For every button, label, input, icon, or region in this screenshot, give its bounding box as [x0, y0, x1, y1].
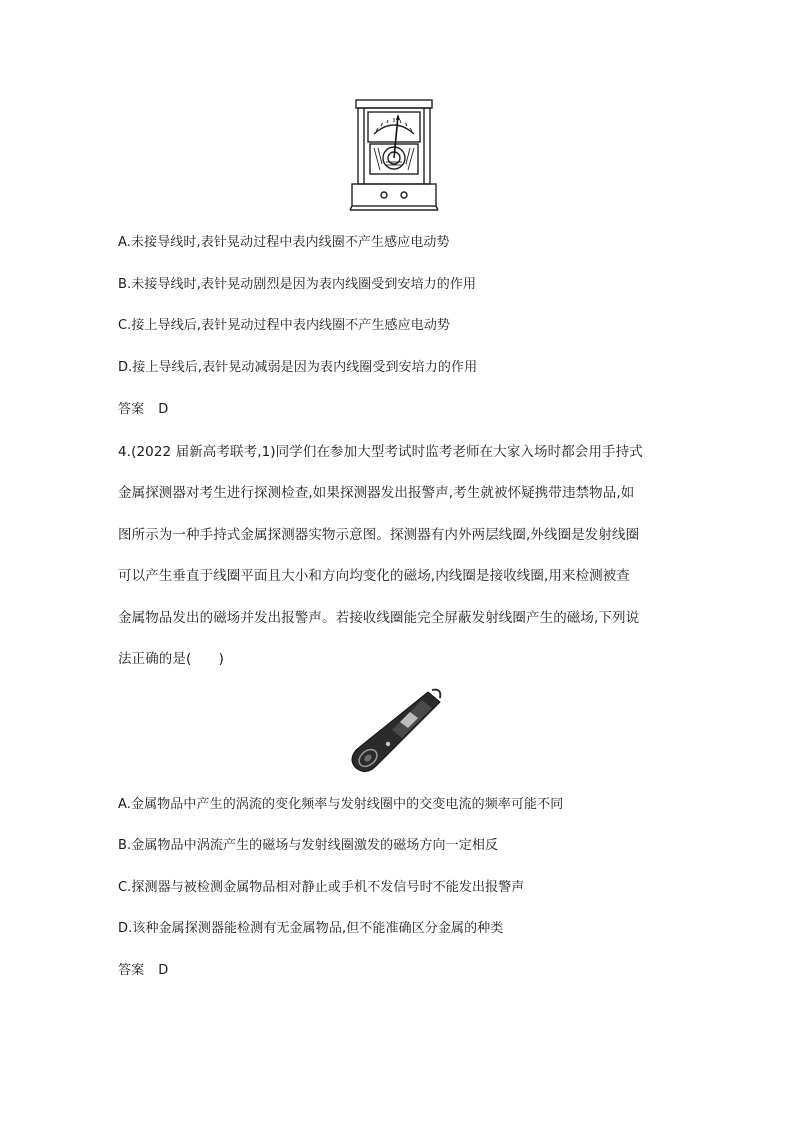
galvanometer-figure — [348, 98, 440, 216]
q4-option-a: A.金属物品中产生的涡流的变化频率与发射线圈中的交变电流的频率可能不同 — [118, 797, 564, 812]
q3-answer-value: D — [158, 402, 169, 417]
q3-option-a: A.未接导线时,表针晃动过程中表内线圈不产生感应电动势 — [118, 235, 450, 250]
q3-answer — [118, 402, 168, 418]
q4-stem-line-3: 图所示为一种手持式金属探测器实物示意图。探测器有内外两层线圈,外线圈是发射线圈 — [118, 527, 640, 543]
q4-option-b: B.金属物品中涡流产生的磁场与发射线圈激发的磁场方向一定相反 — [118, 838, 499, 853]
q4-stem-line-4: 可以产生垂直于线圈平面且大小和方向均变化的磁场,内线圈是接收线圈,用来检测被查 — [118, 568, 630, 584]
q4-stem-line-2: 金属探测器对考生进行探测检查,如果探测器发出报警声,考生就被怀疑携带违禁物品,如 — [118, 485, 635, 501]
q4-stem-line-6: 法正确的是( ) — [118, 651, 224, 667]
q3-option-d: D.接上导线后,表针晃动减弱是因为表内线圈受到安培力的作用 — [118, 360, 478, 375]
q3-option-c: C.接上导线后,表针晃动过程中表内线圈不产生感应电动势 — [118, 318, 451, 333]
q4-stem-line-5: 金属物品发出的磁场并发出报警声。若接收线圈能完全屏蔽发射线圈产生的磁场,下列说 — [118, 610, 640, 626]
metal-detector-figure — [348, 686, 446, 776]
q4-option-d: D.该种金属探测器能检测有无金属物品,但不能准确区分金属的种类 — [118, 921, 504, 936]
q4-answer — [118, 963, 168, 979]
q4-answer-label: 答案 — [118, 963, 145, 978]
q3-answer-label: 答案 — [118, 402, 145, 417]
q3-option-b: B.未接导线时,表针晃动剧烈是因为表内线圈受到安培力的作用 — [118, 277, 477, 292]
q4-answer-value: D — [158, 963, 169, 978]
q4-stem-line-1: 4.(2022 届新高考联考,1)同学们在参加大型考试时监考老师在大家入场时都会用手持式 — [118, 444, 643, 460]
q4-option-c: C.探测器与被检测金属物品相对静止或手机不发信号时不能发出报警声 — [118, 880, 525, 895]
